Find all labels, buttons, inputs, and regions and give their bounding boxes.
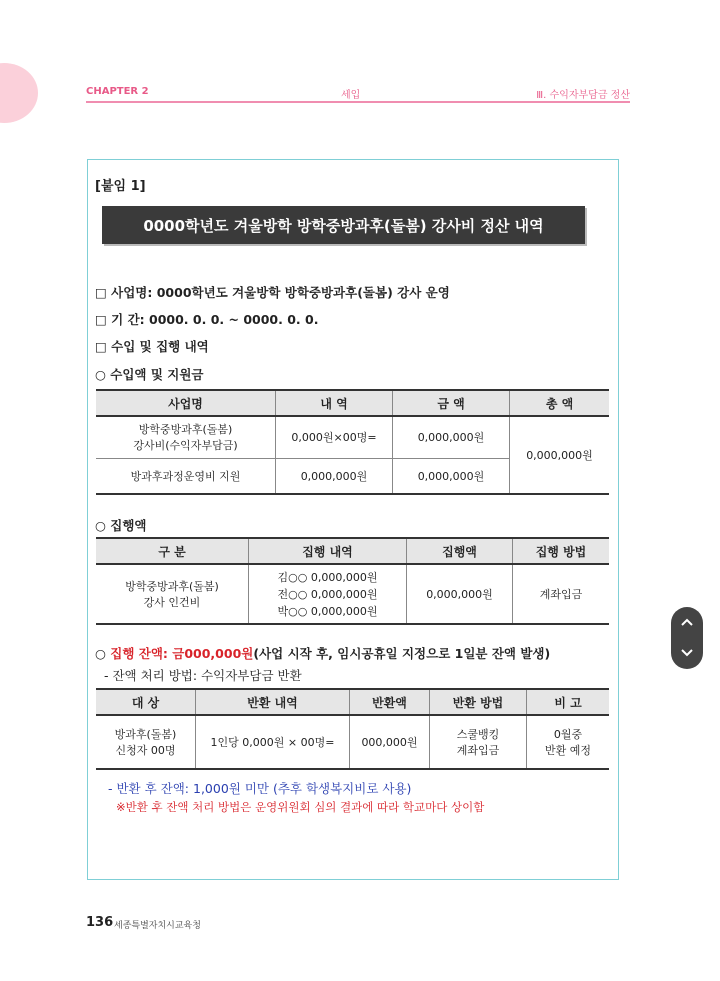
- page-number: 136: [86, 915, 114, 930]
- refund-table: [96, 688, 609, 770]
- subsection-label: Ⅲ. 수익자부담금 정산: [536, 90, 630, 101]
- col-header: 반환액: [350, 689, 430, 715]
- cell-text: 0월중: [553, 728, 583, 741]
- cell-text: 방과후(돌봄): [114, 728, 177, 741]
- chevron-up-icon[interactable]: [680, 616, 694, 630]
- header-divider: [86, 101, 630, 103]
- chevron-down-icon[interactable]: [680, 647, 694, 661]
- table-cell: [96, 564, 249, 624]
- cell-text: 강사 인건비: [143, 596, 201, 609]
- footer-org: 세종특별자치시교육청: [114, 921, 201, 931]
- balance-amount: 집행 잔액: 금000,000원: [110, 646, 254, 661]
- cell-text: 전○○ 0,000,000원: [277, 587, 378, 601]
- table-cell: [96, 416, 276, 458]
- cell-text: 반환 예정: [544, 744, 591, 757]
- table-cell: [249, 564, 407, 624]
- cell-text: 스쿨뱅킹: [456, 728, 500, 741]
- col-header: 반환 내역: [196, 689, 350, 715]
- balance-reason: (사업 시작 후, 임시공휴일 지정으로 1일분 잔액 발생): [253, 646, 551, 661]
- table-cell: 방과후과정운영비 지원: [96, 458, 276, 494]
- table-cell: 000,000원: [350, 715, 430, 769]
- chapter-label: CHAPTER 2: [86, 86, 149, 97]
- income-header: □ 수입 및 집행 내역: [95, 339, 209, 354]
- period: □ 기 간: 0000. 0. 0. ~ 0000. 0. 0.: [95, 312, 319, 327]
- col-header: 대 상: [96, 689, 196, 715]
- refund-process-note: ※반환 후 잔액 처리 방법은 운영위원회 심의 결과에 따라 학교마다 상이함: [116, 800, 485, 814]
- table-cell: [527, 715, 610, 769]
- col-header: 금 액: [393, 390, 510, 416]
- table-cell: [430, 715, 527, 769]
- col-header: 집행 내역: [249, 538, 407, 564]
- table-cell: 0,000원×00명=: [276, 416, 393, 458]
- cell-text: 방학중방과후(돌봄): [125, 580, 219, 593]
- col-header: 내 역: [276, 390, 393, 416]
- section-label: 세입: [341, 90, 361, 101]
- attachment-label: [붙임 1]: [95, 179, 146, 194]
- refund-balance-note: - 반환 후 잔액: 1,000원 미만 (추후 학생복지비로 사용): [108, 781, 412, 796]
- table-cell-total: 0,000,000원: [510, 416, 610, 494]
- page-title: 0000학년도 겨울방학 방학중방과후(돌봄) 강사비 정산 내역: [102, 206, 585, 244]
- table-cell: [96, 715, 196, 769]
- content-frame: [87, 159, 619, 880]
- exec-table: [96, 537, 609, 625]
- cell-text: 방학중방과후(돌봄): [138, 423, 233, 437]
- balance-line: [95, 644, 550, 662]
- cell-text: 계좌입금: [456, 744, 500, 757]
- scroll-control[interactable]: [671, 607, 703, 669]
- col-header: 반환 방법: [430, 689, 527, 715]
- table-cell: 0,000,000원: [393, 416, 510, 458]
- col-header: 집행액: [407, 538, 513, 564]
- col-header: 총 액: [510, 390, 610, 416]
- table-cell: 0,000,000원: [407, 564, 513, 624]
- table-cell: 1인당 0,000원 × 00명=: [196, 715, 350, 769]
- business-name: □ 사업명: 0000학년도 겨울방학 방학중방과후(돌봄) 강사 운영: [95, 285, 450, 300]
- col-header: 집행 방법: [513, 538, 610, 564]
- income-table: [96, 389, 609, 495]
- col-header: 비 고: [527, 689, 610, 715]
- cell-text: 박○○ 0,000,000원: [277, 604, 378, 618]
- cell-text: 강사비(수익자부담금): [133, 439, 238, 453]
- balance-prefix: ○: [95, 646, 111, 661]
- balance-method: - 잔액 처리 방법: 수익자부담금 반환: [104, 668, 302, 683]
- exec-subheader: ○ 집행액: [95, 518, 147, 533]
- income-subheader: ○ 수입액 및 지원금: [95, 367, 204, 382]
- col-header: 사업명: [96, 390, 276, 416]
- table-cell: 계좌입금: [513, 564, 610, 624]
- cell-text: 신청자 00명: [115, 744, 176, 757]
- table-cell: 0,000,000원: [393, 458, 510, 494]
- col-header: 구 분: [96, 538, 249, 564]
- cell-text: 김○○ 0,000,000원: [277, 570, 378, 584]
- decorative-circle: [0, 63, 38, 123]
- table-cell: 0,000,000원: [276, 458, 393, 494]
